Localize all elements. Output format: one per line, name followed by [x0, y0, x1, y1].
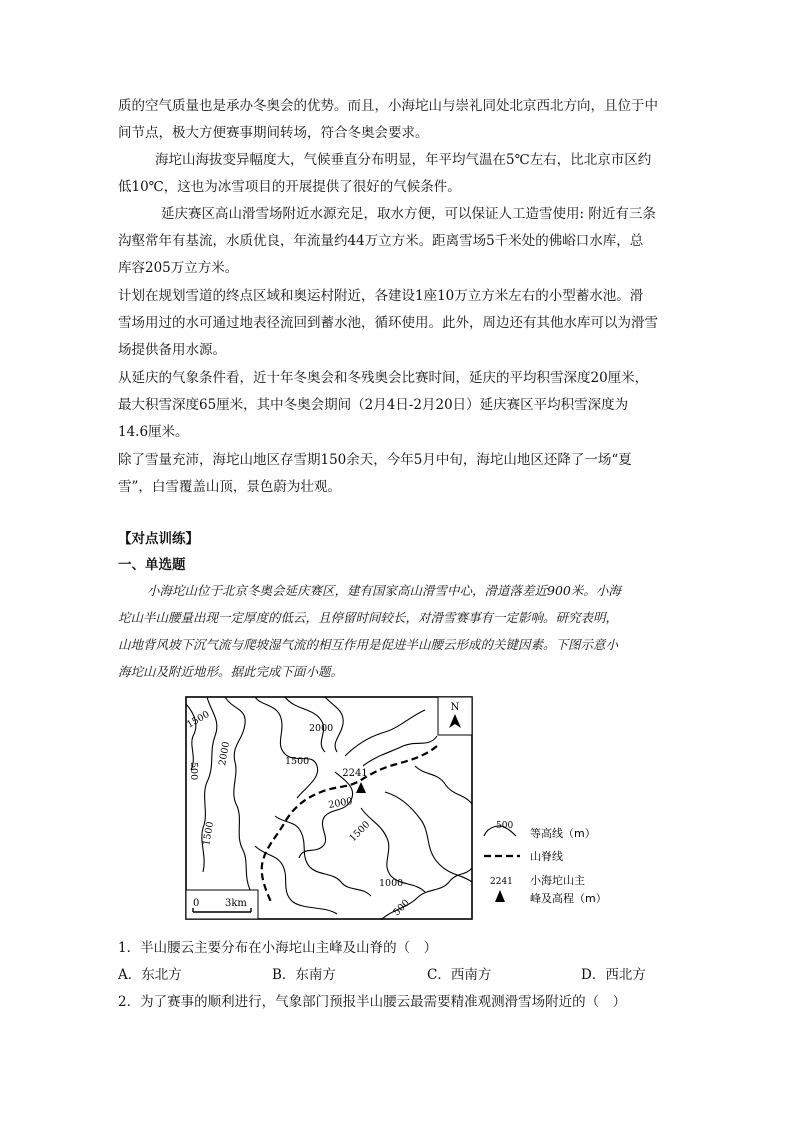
text-line: 最大积雪深度65厘米，其中冬奥会期间（2月4日-2月20日）延庆赛区平均积雪深度为 — [118, 397, 629, 413]
legend-peak-value: 2241 — [490, 877, 513, 887]
topographic-map — [185, 696, 473, 920]
contour-label: 1500 — [185, 708, 212, 731]
legend-peak-text: 峰及高程（m） — [530, 892, 607, 905]
question-2: 2．为了赛事的顺利进行，气象部门预报半山腰云最需要精准观测滑雪场附近的（ ） — [118, 994, 627, 1010]
intro-line: 坨山半山腰量出现一定厚度的低云，且停留时间较长，对滑雪赛事有一定影响。研究表明， — [118, 610, 619, 625]
option-a[interactable]: A．东北方 — [118, 967, 182, 983]
legend-peak-icon — [495, 890, 505, 902]
text-line: 14.6厘米。 — [118, 424, 189, 440]
text-line: 除了雪量充沛，海坨山地区存雪期150余天，今年5月中旬，海坨山地区还降了一场“夏 — [118, 452, 632, 468]
option-b[interactable]: B．东南方 — [272, 967, 336, 983]
option-c[interactable]: C．西南方 — [427, 967, 492, 983]
section-heading: 【对点训练】 — [118, 531, 199, 547]
legend-ridge-text: 山脊线 — [530, 850, 563, 863]
north-label: N — [450, 702, 460, 713]
text-line: 计划在规划雪道的终点区域和奥运村附近，各建设1座10万立方米左右的小型蓄水池。滑 — [118, 288, 644, 304]
legend-contour-text: 等高线（m） — [530, 827, 596, 840]
intro-line: 海坨山及附近地形。据此完成下面小题。 — [118, 664, 344, 679]
intro-line: 山地背风坡下沉气流与爬坡湿气流的相互作用是促进半山腰云形成的关键因素。下图示意小 — [118, 637, 619, 652]
contour-label: 2000 — [327, 795, 354, 811]
question-1: 1．半山腰云主要分布在小海坨山主峰及山脊的（ ） — [118, 940, 438, 956]
text-line: 雪场用过的水可通过地表径流回到蓄水池，循环使用。此外，周边还有其他水库可以为滑雪 — [118, 315, 658, 331]
text-line: 质的空气质量也是承办冬奥会的优势。而且，小海坨山与崇礼同处北京西北方向，且位于中 — [118, 98, 658, 114]
contour-label: 1500 — [201, 820, 217, 847]
text-line: 从延庆的气象条件看，近十年冬奥会和冬残奥会比赛时间，延庆的平均积雪深度20厘米， — [118, 370, 649, 386]
text-line: 沟壑常年有基流，水质优良，年流量约44万立方米。距离雪场5千米处的佛峪口水库，总 — [118, 233, 644, 249]
legend-peak-text: 小海坨山主 — [530, 874, 585, 887]
intro-line: 小海坨山位于北京冬奥会延庆赛区，建有国家高山滑雪中心，滑道落差近900米。小海 — [147, 583, 621, 598]
contour-label: 1000 — [379, 878, 404, 889]
text-line: 场提供备用水源。 — [118, 342, 226, 358]
contour-label: 500 — [188, 762, 199, 781]
legend-contour-value: 500 — [496, 821, 514, 831]
scale-zero: 0 — [193, 898, 200, 909]
text-line: 雪”，白雪覆盖山顶，景色蔚为壮观。 — [118, 479, 341, 495]
text-line: 间节点，极大方便赛事期间转场，符合冬奥会要求。 — [118, 125, 429, 141]
contour-label: 1500 — [347, 819, 373, 845]
map-legend — [480, 818, 620, 918]
contour-label: 1500 — [285, 756, 310, 767]
option-d[interactable]: D．西北方 — [581, 967, 646, 983]
contour-label: 500 — [391, 897, 412, 919]
section-subheading: 一、单选题 — [118, 557, 186, 573]
text-line: 低10℃，这也为冰雪项目的开展提供了很好的气候条件。 — [118, 179, 461, 195]
text-line: 延庆赛区高山滑雪场附近水源充足，取水方便，可以保证人工造雪使用: 附近有三条 — [161, 206, 656, 222]
peak-elevation-label: 2241 — [342, 768, 368, 779]
text-line: 海坨山海拔变异幅度大，气候垂直分布明显，年平均气温在5℃左右，比北京市区约 — [155, 152, 652, 168]
scale-label: 3km — [225, 898, 247, 909]
contour-label: 2000 — [217, 740, 233, 767]
contour-label: 2000 — [309, 723, 334, 734]
text-line: 库容205万立方米。 — [118, 260, 239, 276]
